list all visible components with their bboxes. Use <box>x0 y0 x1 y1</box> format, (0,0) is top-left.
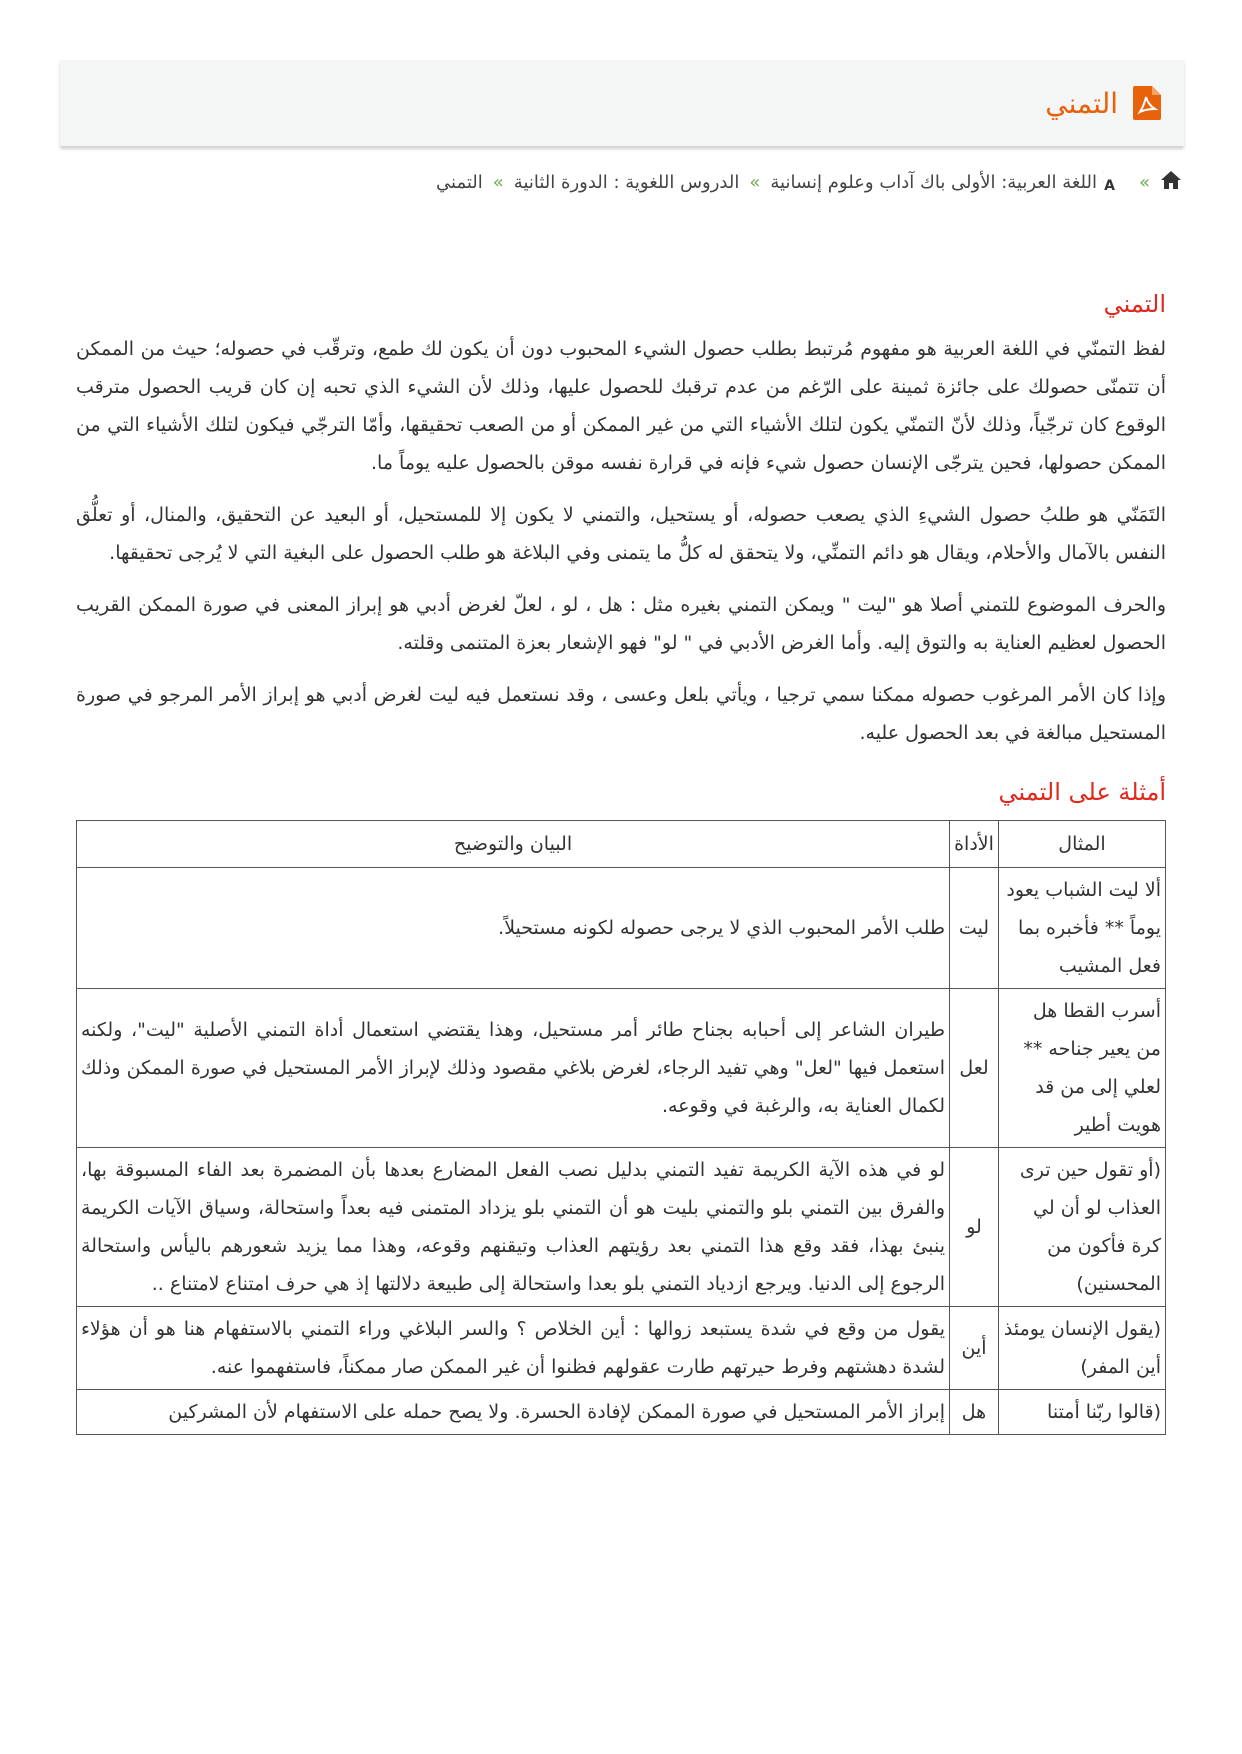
table-row <box>77 1307 1166 1390</box>
header-example: المثال <box>999 821 1166 868</box>
cell-example: (يقول الإنسان يومئذ أين المفر) <box>999 1307 1166 1390</box>
cell-tool: ليت <box>950 868 999 989</box>
breadcrumb-separator: » <box>749 172 761 193</box>
paragraph: والحرف الموضوع للتمني أصلا هو "ليت " ويمكن التمني بغيره مثل : هل ، لو ، لعلّ لغرض أدبي هو إبراز المعنى في صورة الممكن القريب الحصول لعظيم العناية به والتوق إليه. وأما الغرض الأدبي في " لو" فهو الإشعار بعزة المتنمى وقلته. <box>76 594 1166 654</box>
cell-tool: أين <box>950 1307 999 1390</box>
cell-example: ألا ليت الشباب يعود يوماً ** فأخبره بما فعل المشيب <box>999 868 1166 989</box>
svg-text:A: A <box>1104 178 1115 192</box>
examples-heading: أمثلة على التمني <box>998 778 1166 806</box>
cell-explanation: طلب الأمر المحبوب الذي لا يرجى حصوله لكونه مستحيلاً. <box>77 868 950 989</box>
table-row <box>77 1148 1166 1307</box>
page-header <box>60 60 1184 146</box>
table-row <box>77 989 1166 1148</box>
breadcrumb <box>436 168 1182 197</box>
home-icon[interactable] <box>1160 170 1182 195</box>
table-header-row <box>77 821 1166 868</box>
paragraph: التَمَنّي هو طلبُ حصول الشيءِ الذي يصعب حصوله، أو يستحيل، والتمني لا يكون إلا للمستحيل، أو البعيد عن التحقيق، والمنال، أو تعلُّق النفس بالآمال والأحلام، ويقال هو دائم التمنِّي، ولا يتحقق له كلُّ ما يتمنى وفي البلاغة هو طلب الحصول على البغية التي لا يُرجى تحقيقها. <box>76 504 1166 564</box>
table-row <box>77 1390 1166 1435</box>
cell-example: (أو تقول حين ترى العذاب لو أن لي كرة فأكون من المحسنين) <box>999 1148 1166 1307</box>
article-content <box>76 290 1166 1435</box>
cell-tool: هل <box>950 1390 999 1435</box>
translate-icon <box>1103 168 1129 197</box>
cell-tool: لعل <box>950 989 999 1148</box>
cell-explanation: طيران الشاعر إلى أحبابه بجناح طائر أمر مستحيل، وهذا يقتضي استعمال أداة التمني الأصلية "ليت"، ولكنه استعمل فيها "لعل" وهي تفيد الرجاء، لغرض بلاغي مقصود وذلك لإبراز الأمر المستحيل في صورة الممكن وذلك لكمال العناية به، والرغبة في وقوعه. <box>77 989 950 1148</box>
paragraph: لفظ التمنّي في اللغة العربية هو مفهوم مُرتبط بطلب حصول الشيء المحبوب دون أن يكون لك طمع، وترقّب في حصوله؛ حيث من الممكن أن تتمنّى حصولك على جائزة ثمينة على الرّغم من عدم ترقبك للحصول عليها، وذلك لأن الشيء الذي تحبه إن كان قريب الحصول مترقب الوقوع كان ترجّياً، وذلك لأنّ التمنّي يكون لتلك الأشياء التي من غير الممكن أو من الصعب تحقيقها، وأمّا الترجّي فيكون لتلك الأشياء التي من الممكن حصولها، فحين يترجّى الإنسان حصول شيء فإنه في قرارة نفسه موقن بالحصول عليه يوماً ما. <box>76 338 1166 474</box>
article-heading: التمني <box>1103 290 1166 318</box>
paragraph: وإذا كان الأمر المرغوب حصوله ممكنا سمي ترجيا ، ويأتي بلعل وعسى ، وقد نستعمل فيه ليت لغرض أدبي هو إبراز الأمر المرجو في صورة المستحيل مبالغة في بعد الحصول عليه. <box>76 684 1166 744</box>
table-row <box>77 868 1166 989</box>
cell-example: (قالوا ربّنا أمتنا <box>999 1390 1166 1435</box>
breadcrumb-separator: » <box>492 172 504 193</box>
header-explanation: البيان والتوضيح <box>77 821 950 868</box>
cell-explanation: إبراز الأمر المستحيل في صورة الممكن لإفادة الحسرة. ولا يصح حمله على الاستفهام لأن المشركين <box>77 1390 950 1435</box>
cell-explanation: لو في هذه الآية الكريمة تفيد التمني بدليل نصب الفعل المضارع بعدها بأن المضمرة بعد الفاء المسبوقة بها، والفرق بين التمني بلو والتمني بليت هو أن التمني بلو يزداد المتمنى فيه بعداً واستحالة، وسياق الآيات الكريمة ينبئ بهذا، فقد وقع هذا التمني بعد رؤيتهم العذاب وتيقنهم وقوعه، وهذا مما يزيد شعورهم باليأس واستحالة الرجوع إلى الدنيا. ويرجع ازدياد التمني بلو بعدا واستحالة إلى طبيعة دلالتها إذ هي حرف امتناع لامتناع .. <box>77 1148 950 1307</box>
cell-explanation: يقول من وقع في شدة يستبعد زوالها : أين الخلاص ؟ والسر البلاغي وراء التمني بالاستفهام هنا هو أن هؤلاء لشدة دهشتهم وفرط حيرتهم طارت عقولهم فظنوا أن غير الممكن صار ممكناً، فاستفهموا عنه. <box>77 1307 950 1390</box>
breadcrumb-item-subject[interactable]: اللغة العربية: الأولى باك آداب وعلوم إنسانية <box>770 172 1097 193</box>
header-tool: الأداة <box>950 821 999 868</box>
pdf-file-icon[interactable] <box>1132 85 1162 121</box>
breadcrumb-item-section[interactable]: الدروس اللغوية : الدورة الثانية <box>513 172 740 193</box>
examples-table <box>76 820 1166 1435</box>
cell-example: أسرب القطا هل من يعير جناحه ** لعلي إلى من قد هويت أطير <box>999 989 1166 1148</box>
cell-tool: لو <box>950 1148 999 1307</box>
page-title: التمني <box>1045 86 1118 120</box>
breadcrumb-item-current: التمني <box>436 172 483 193</box>
breadcrumb-separator: » <box>1138 172 1150 193</box>
